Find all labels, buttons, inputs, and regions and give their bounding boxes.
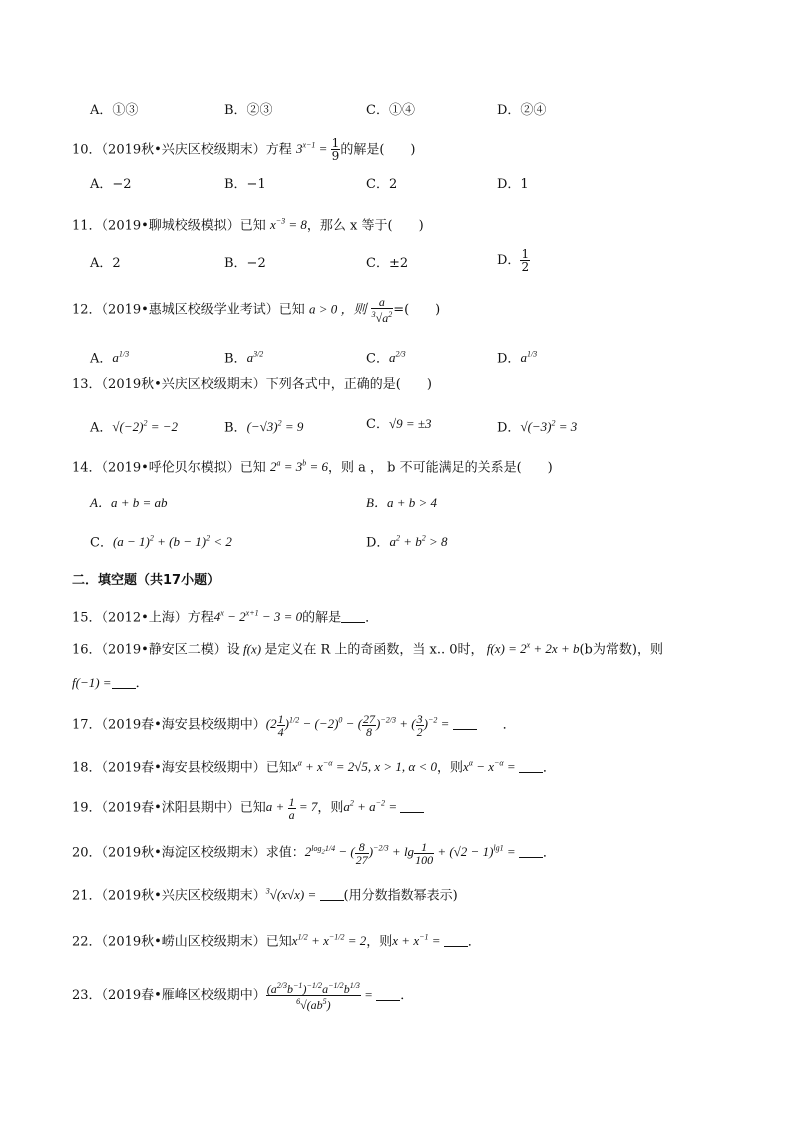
q14-prefix: 14．（2019•呼伦贝尔模拟）已知 (72, 460, 266, 476)
q11-suffix: ，那么 x 等于( ) (306, 218, 424, 234)
q17-prefix: 17．（2019春•海安县校级期中） (72, 717, 266, 733)
q21-expression: $^3$√(x√x) = (265, 887, 320, 903)
q17-answer-blank[interactable] (453, 717, 477, 730)
q18-condition: $x^\alpha + x^{-\alpha} = 2√5$, x > 1, α < 0 (291, 759, 437, 775)
q13-option-a: A．$√(-2)^2 = -2$ (90, 419, 179, 436)
q9-option-a: A．①③ (90, 103, 139, 118)
q10-prefix: 10．（2019秋•兴庆区校级期末）方程 (72, 142, 292, 158)
q11-option-d (497, 248, 530, 273)
q19-prefix: 19．（2019春•沭阳县期中）已知 (72, 800, 266, 816)
q19-suffix: ，则 (317, 800, 344, 816)
q20-stem: 20．（2019秋•海淀区校级期末）求值：$2^{log_21/4}$ − ( $\frac{8}{27}$ )$^{-2/3}$ + lg $\frac{1}{100}$ + $(√2 - 1)^{lg1}$ = ． (72, 839, 556, 867)
q23-answer-blank[interactable] (376, 988, 400, 1001)
q22-target: $x + x^{-1}$ = (392, 933, 444, 949)
q21-prefix: 21．（2019秋•兴庆区校级期末） (72, 888, 266, 904)
q14-option-d-label: D． (366, 535, 390, 551)
q20-answer-blank[interactable] (519, 845, 543, 858)
q12-prefix: 12．（2019•惠城区校级学业考试）已知 (72, 302, 305, 318)
q12-stem (72, 296, 440, 324)
q10-suffix: 的解是( ) (340, 142, 416, 158)
q18-suffix: ，则 (436, 760, 463, 776)
q13-option-b: B．$(-√3)^2 = 9$ (224, 419, 304, 436)
q20-prefix: 20．（2019秋•海淀区校级期末）求值： (72, 845, 305, 861)
q16-fx: f(x) (239, 641, 265, 657)
q12-option-d: D．$a^{1/3}$ (497, 350, 538, 367)
q15-suffix: 的解是 (302, 610, 342, 626)
q19-stem (72, 795, 424, 821)
q19-answer-blank[interactable] (400, 800, 424, 813)
q17-stem: 17．（2019春•海安县校级期中）(2 $\frac{1}{4}$ )$^{1/2} - (-2)^0$ − ( $\frac{27}{8}$ )$^{-2/3}$ + ( $\frac{3}{2}$ )$^{-2}$ = ． (72, 711, 516, 739)
q11-equation: $x^{-3} = 8$ (269, 217, 307, 233)
q16-suffix: (b为常数)，则 (579, 642, 663, 658)
q14-option-a: A．a + b = ab (90, 495, 168, 510)
q13-stem: 13．（2019秋•兴庆区校级期末）下列各式中，正确的是( ) (72, 377, 432, 392)
q9-option-d: D．②④ (497, 103, 547, 118)
q21-answer-blank[interactable] (320, 888, 344, 901)
q10-option-c: C．2 (366, 177, 398, 192)
q14-option-c-label: C． (90, 535, 113, 551)
q15-prefix: 15．（2012•上海）方程 (72, 610, 214, 626)
q16-stem (72, 637, 663, 659)
q13-option-d: D．$√(-3)^2 = 3$ (497, 419, 578, 436)
q11-option-d-fraction: $\frac{1}{2}$ (521, 247, 530, 274)
q13-option-b-label: B． (224, 420, 247, 436)
q10-fraction: $\frac{1}{9}$ (331, 136, 340, 164)
q18-target: $x^\alpha - x^{-\alpha}$ = (463, 759, 519, 775)
q11-stem (72, 213, 424, 235)
q18-stem: 18．（2019春•海安县校级期中）已知$x^\alpha + x^{-\alpha} = 2√5$, x > 1, α < 0，则$x^\alpha - x^{-\alpha}$ = ． (72, 759, 556, 776)
q11-option-d-label: D． (497, 253, 521, 268)
q13-option-c-label: C． (366, 417, 389, 432)
q15-answer-blank[interactable] (341, 610, 365, 623)
q23-fraction: $\frac{(a^{2/3}b^{-1})^{-1/2}a^{-1/2}b^{1/3}}{^6√(ab^5)}$ (266, 981, 360, 1012)
q18-answer-blank[interactable] (519, 760, 543, 773)
q16-line2: f(−1) = ． (72, 675, 149, 691)
q16-definition: $f(x) = 2^x + 2x + b$ (483, 641, 580, 657)
q15-equation: $4^x - 2^{x+1} - 3 = 0$ (213, 609, 303, 625)
q12-option-b-label: B． (224, 351, 247, 367)
q14-option-b: B．a + b > 4 (366, 495, 437, 510)
q22-answer-blank[interactable] (444, 934, 468, 947)
q13-option-a-label: A． (90, 420, 113, 436)
q14-stem (72, 455, 553, 477)
q11-option-b: B．−2 (224, 256, 266, 271)
q12-condition: a > 0 ，则 (308, 301, 367, 317)
q16-answer-label: f(−1) = (72, 675, 112, 690)
q22-condition: $x^{1/2} + x^{-1/2} = 2$ (291, 933, 367, 949)
q23-stem: 23．（2019春•雁峰区校级期中） $\frac{(a^{2/3}b^{-1})^{-1/2}a^{-1/2}b^{1/3}}{^6√(ab^5)}$ = ． (72, 981, 414, 1012)
q11-option-c: C．±2 (366, 256, 409, 271)
q16-prefix: 16．（2019•静安区二模）设 (72, 642, 240, 658)
q18-prefix: 18．（2019春•海安县校级期中）已知 (72, 760, 292, 776)
q10-stem (72, 137, 415, 162)
q22-stem: 22．（2019秋•崂山区校级期末）已知$x^{1/2} + x^{-1/2} = 2$，则$x + x^{-1}$ = ． (72, 933, 481, 950)
q11-option-a: A．2 (90, 256, 121, 271)
q15-stem: 15．（2012•上海）方程$4^x - 2^{x+1} - 3 = 0$的解是 ． (72, 609, 379, 626)
q14-option-c: C．$(a - 1)^2 + (b - 1)^2 < 2$ (90, 534, 232, 551)
q12-option-d-label: D． (497, 351, 521, 367)
section-fill-in-title: 二．填空题（共17小题） (72, 573, 221, 588)
q10-option-b: B．−1 (224, 177, 266, 192)
q13-option-d-label: D． (497, 420, 521, 436)
q12-option-a: A．$a^{1/3}$ (90, 350, 130, 367)
q22-prefix: 22．（2019秋•崂山区校级期末）已知 (72, 934, 292, 950)
q12-suffix: =( ) (393, 302, 441, 318)
q23-prefix: 23．（2019春•雁峰区校级期中） (72, 988, 266, 1003)
q17-expression: (2 $\frac{1}{4}$ )$^{1/2} - (-2)^0$ − ( $\frac{27}{8}$ )$^{-2/3}$ + ( $\frac{3}{2}$ )$^{-2}$ = (265, 711, 453, 739)
q16-mid: 是定义在 R 上的奇函数，当 x.. 0时， (264, 642, 484, 658)
q14-option-d: D．$a^2 + b^2 > 8$ (366, 534, 448, 551)
q21-stem (72, 883, 458, 905)
q19-condition: a + $\frac{1}{a}$ = 7 (265, 794, 318, 822)
q12-option-c: C．$a^{2/3}$ (366, 350, 406, 367)
q21-suffix: (用分数指数幂表示) (343, 888, 458, 904)
q10-option-a: A．−2 (90, 177, 132, 192)
q9-option-b: B．②③ (224, 103, 273, 118)
q19-target: $a^2 + a^{-2}$ = (343, 799, 401, 815)
q14-equation: $2^a = 3^b = 6$ (269, 459, 328, 475)
q22-suffix: ，则 (366, 934, 393, 950)
q11-prefix: 11．（2019•聊城校级模拟）已知 (72, 218, 266, 234)
q14-suffix: ，则 a ， b 不可能满足的关系是( ) (328, 460, 553, 476)
q12-option-c-label: C． (366, 351, 389, 367)
q20-expression: $2^{log_21/4}$ − ( $\frac{8}{27}$ )$^{-2/3}$ + lg $\frac{1}{100}$ + $(√2 - 1)^{lg1}$ = (304, 839, 519, 867)
q13-option-c: C．√9 = ±3 (366, 416, 432, 432)
q16-answer-blank[interactable] (112, 676, 136, 689)
q10-option-d: D．1 (497, 177, 529, 192)
q12-fraction: $\frac{a}{^3√a^2}$ (371, 295, 393, 325)
q12-option-a-label: A． (90, 351, 113, 367)
q9-option-c: C．①④ (366, 103, 415, 118)
q12-option-b: B．$a^{3/2}$ (224, 350, 264, 367)
q10-equation: $3^{x-1}$ = (295, 141, 331, 157)
